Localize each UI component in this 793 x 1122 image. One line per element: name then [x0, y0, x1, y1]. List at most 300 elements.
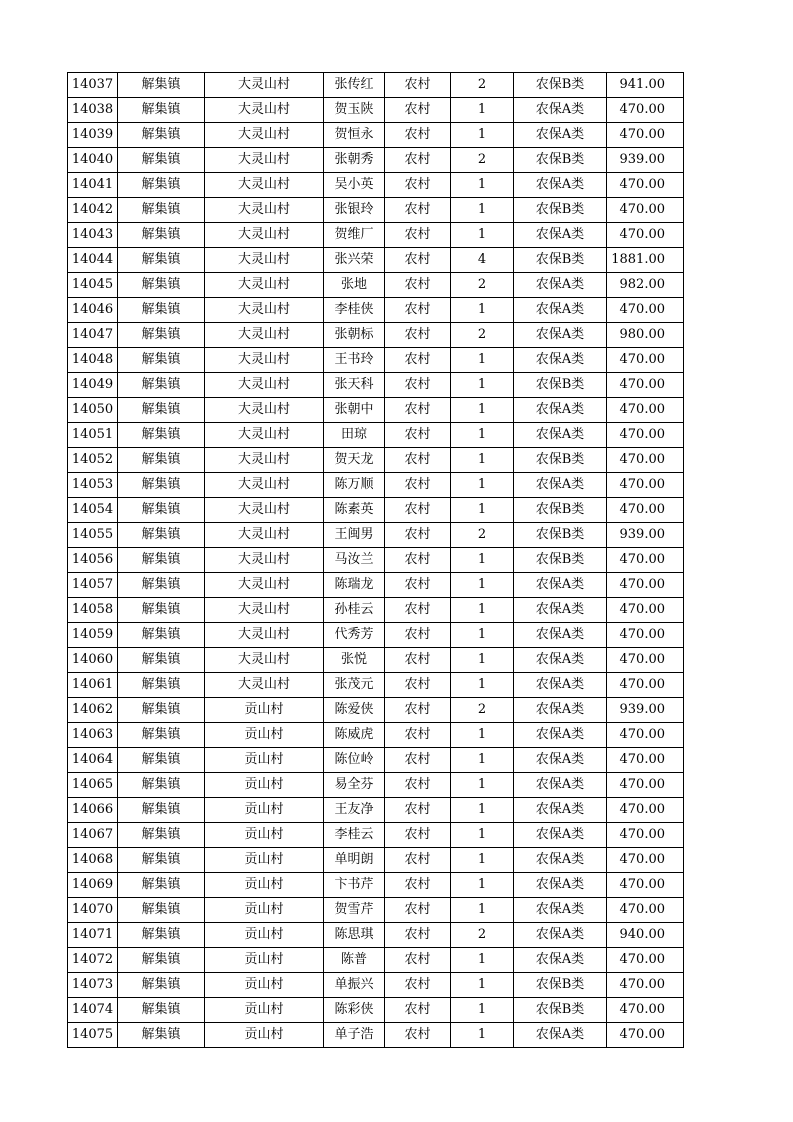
cell-person-name: 陈威虎 [324, 723, 385, 748]
cell-insurance-category: 农保A类 [514, 673, 607, 698]
cell-household-count: 1 [451, 448, 514, 473]
cell-row-id: 14071 [68, 923, 118, 948]
cell-town: 解集镇 [118, 648, 205, 673]
cell-town: 解集镇 [118, 323, 205, 348]
cell-insurance-category: 农保A类 [514, 723, 607, 748]
cell-row-id: 14068 [68, 848, 118, 873]
cell-row-id: 14062 [68, 698, 118, 723]
cell-row-id: 14038 [68, 98, 118, 123]
cell-insurance-category: 农保A类 [514, 948, 607, 973]
cell-amount: 470.00 [607, 573, 684, 598]
cell-amount: 470.00 [607, 98, 684, 123]
cell-amount: 470.00 [607, 798, 684, 823]
cell-village: 贡山村 [205, 823, 324, 848]
cell-row-id: 14053 [68, 473, 118, 498]
cell-area-type: 农村 [385, 923, 451, 948]
cell-insurance-category: 农保A类 [514, 773, 607, 798]
cell-person-name: 陈瑞龙 [324, 573, 385, 598]
cell-insurance-category: 农保A类 [514, 873, 607, 898]
cell-amount: 470.00 [607, 598, 684, 623]
cell-amount: 941.00 [607, 73, 684, 98]
cell-person-name: 贺玉陕 [324, 98, 385, 123]
cell-household-count: 1 [451, 598, 514, 623]
cell-amount: 939.00 [607, 523, 684, 548]
cell-village: 大灵山村 [205, 473, 324, 498]
cell-insurance-category: 农保A类 [514, 598, 607, 623]
cell-village: 大灵山村 [205, 348, 324, 373]
cell-amount: 470.00 [607, 748, 684, 773]
cell-town: 解集镇 [118, 598, 205, 623]
cell-insurance-category: 农保A类 [514, 273, 607, 298]
cell-row-id: 14070 [68, 898, 118, 923]
table-row [68, 298, 684, 323]
cell-village: 大灵山村 [205, 548, 324, 573]
cell-household-count: 1 [451, 373, 514, 398]
cell-insurance-category: 农保A类 [514, 123, 607, 148]
cell-person-name: 陈普 [324, 948, 385, 973]
cell-amount: 470.00 [607, 873, 684, 898]
cell-village: 大灵山村 [205, 398, 324, 423]
cell-village: 贡山村 [205, 848, 324, 873]
cell-town: 解集镇 [118, 348, 205, 373]
cell-row-id: 14048 [68, 348, 118, 373]
table-row [68, 798, 684, 823]
cell-village: 贡山村 [205, 898, 324, 923]
cell-area-type: 农村 [385, 298, 451, 323]
table-row [68, 898, 684, 923]
table-row [68, 948, 684, 973]
cell-village: 大灵山村 [205, 223, 324, 248]
cell-insurance-category: 农保B类 [514, 73, 607, 98]
cell-village: 大灵山村 [205, 573, 324, 598]
cell-town: 解集镇 [118, 223, 205, 248]
cell-person-name: 单明朗 [324, 848, 385, 873]
cell-village: 大灵山村 [205, 673, 324, 698]
cell-village: 贡山村 [205, 748, 324, 773]
cell-village: 贡山村 [205, 723, 324, 748]
cell-row-id: 14063 [68, 723, 118, 748]
cell-area-type: 农村 [385, 123, 451, 148]
cell-household-count: 1 [451, 298, 514, 323]
cell-insurance-category: 农保A类 [514, 473, 607, 498]
cell-household-count: 1 [451, 773, 514, 798]
cell-person-name: 张银玲 [324, 198, 385, 223]
cell-household-count: 2 [451, 923, 514, 948]
cell-insurance-category: 农保A类 [514, 398, 607, 423]
cell-household-count: 1 [451, 798, 514, 823]
cell-row-id: 14047 [68, 323, 118, 348]
cell-insurance-category: 农保A类 [514, 348, 607, 373]
cell-area-type: 农村 [385, 698, 451, 723]
cell-household-count: 2 [451, 148, 514, 173]
cell-insurance-category: 农保B类 [514, 548, 607, 573]
cell-person-name: 陈爱侠 [324, 698, 385, 723]
table-row [68, 198, 684, 223]
cell-household-count: 1 [451, 548, 514, 573]
cell-amount: 470.00 [607, 473, 684, 498]
cell-area-type: 农村 [385, 723, 451, 748]
cell-area-type: 农村 [385, 748, 451, 773]
cell-area-type: 农村 [385, 498, 451, 523]
cell-area-type: 农村 [385, 873, 451, 898]
cell-area-type: 农村 [385, 473, 451, 498]
cell-town: 解集镇 [118, 273, 205, 298]
cell-town: 解集镇 [118, 623, 205, 648]
cell-town: 解集镇 [118, 548, 205, 573]
cell-village: 大灵山村 [205, 623, 324, 648]
cell-insurance-category: 农保A类 [514, 98, 607, 123]
cell-row-id: 14040 [68, 148, 118, 173]
cell-insurance-category: 农保A类 [514, 848, 607, 873]
table-row [68, 1023, 684, 1048]
cell-row-id: 14052 [68, 448, 118, 473]
cell-town: 解集镇 [118, 123, 205, 148]
cell-area-type: 农村 [385, 948, 451, 973]
cell-household-count: 1 [451, 573, 514, 598]
cell-insurance-category: 农保A类 [514, 298, 607, 323]
table-body [68, 73, 684, 1048]
table-row [68, 998, 684, 1023]
cell-town: 解集镇 [118, 823, 205, 848]
cell-row-id: 14055 [68, 523, 118, 548]
cell-household-count: 1 [451, 173, 514, 198]
cell-row-id: 14060 [68, 648, 118, 673]
cell-row-id: 14051 [68, 423, 118, 448]
cell-insurance-category: 农保A类 [514, 798, 607, 823]
cell-village: 贡山村 [205, 1023, 324, 1048]
cell-area-type: 农村 [385, 348, 451, 373]
cell-town: 解集镇 [118, 73, 205, 98]
cell-town: 解集镇 [118, 898, 205, 923]
cell-insurance-category: 农保B类 [514, 998, 607, 1023]
cell-area-type: 农村 [385, 773, 451, 798]
cell-village: 大灵山村 [205, 148, 324, 173]
cell-household-count: 1 [451, 998, 514, 1023]
cell-person-name: 陈万顺 [324, 473, 385, 498]
cell-area-type: 农村 [385, 623, 451, 648]
cell-village: 大灵山村 [205, 273, 324, 298]
cell-village: 大灵山村 [205, 98, 324, 123]
cell-amount: 982.00 [607, 273, 684, 298]
cell-person-name: 贺天龙 [324, 448, 385, 473]
cell-town: 解集镇 [118, 248, 205, 273]
cell-amount: 470.00 [607, 723, 684, 748]
cell-person-name: 贺雪芹 [324, 898, 385, 923]
cell-area-type: 农村 [385, 823, 451, 848]
cell-area-type: 农村 [385, 848, 451, 873]
cell-row-id: 14044 [68, 248, 118, 273]
cell-row-id: 14072 [68, 948, 118, 973]
cell-area-type: 农村 [385, 648, 451, 673]
cell-area-type: 农村 [385, 373, 451, 398]
table-row [68, 248, 684, 273]
cell-area-type: 农村 [385, 523, 451, 548]
cell-person-name: 代秀芳 [324, 623, 385, 648]
cell-village: 大灵山村 [205, 498, 324, 523]
cell-person-name: 陈彩侠 [324, 998, 385, 1023]
table-row [68, 923, 684, 948]
cell-village: 贡山村 [205, 773, 324, 798]
cell-amount: 470.00 [607, 623, 684, 648]
cell-insurance-category: 农保B类 [514, 523, 607, 548]
cell-area-type: 农村 [385, 673, 451, 698]
cell-insurance-category: 农保A类 [514, 923, 607, 948]
cell-town: 解集镇 [118, 748, 205, 773]
table-row [68, 148, 684, 173]
cell-insurance-category: 农保A类 [514, 698, 607, 723]
table-row [68, 98, 684, 123]
cell-amount: 470.00 [607, 898, 684, 923]
cell-town: 解集镇 [118, 773, 205, 798]
cell-area-type: 农村 [385, 998, 451, 1023]
cell-household-count: 1 [451, 398, 514, 423]
cell-row-id: 14064 [68, 748, 118, 773]
table-row [68, 773, 684, 798]
cell-row-id: 14057 [68, 573, 118, 598]
cell-person-name: 孙桂云 [324, 598, 385, 623]
cell-household-count: 4 [451, 248, 514, 273]
table-row [68, 173, 684, 198]
cell-person-name: 张地 [324, 273, 385, 298]
cell-person-name: 易全芬 [324, 773, 385, 798]
cell-area-type: 农村 [385, 148, 451, 173]
cell-village: 大灵山村 [205, 373, 324, 398]
cell-row-id: 14073 [68, 973, 118, 998]
cell-town: 解集镇 [118, 198, 205, 223]
cell-amount: 470.00 [607, 848, 684, 873]
table-row [68, 423, 684, 448]
cell-person-name: 张朝秀 [324, 148, 385, 173]
cell-insurance-category: 农保A类 [514, 573, 607, 598]
cell-row-id: 14069 [68, 873, 118, 898]
cell-village: 大灵山村 [205, 248, 324, 273]
cell-amount: 470.00 [607, 173, 684, 198]
cell-village: 大灵山村 [205, 173, 324, 198]
cell-row-id: 14056 [68, 548, 118, 573]
cell-area-type: 农村 [385, 248, 451, 273]
cell-amount: 470.00 [607, 823, 684, 848]
cell-town: 解集镇 [118, 698, 205, 723]
table-row [68, 723, 684, 748]
cell-household-count: 1 [451, 748, 514, 773]
cell-household-count: 1 [451, 823, 514, 848]
cell-area-type: 农村 [385, 573, 451, 598]
cell-town: 解集镇 [118, 523, 205, 548]
cell-amount: 470.00 [607, 198, 684, 223]
cell-person-name: 单子浩 [324, 1023, 385, 1048]
cell-village: 贡山村 [205, 923, 324, 948]
cell-amount: 939.00 [607, 148, 684, 173]
table-row [68, 523, 684, 548]
cell-household-count: 1 [451, 348, 514, 373]
cell-area-type: 农村 [385, 273, 451, 298]
cell-person-name: 李桂侠 [324, 298, 385, 323]
cell-household-count: 1 [451, 973, 514, 998]
cell-insurance-category: 农保B类 [514, 148, 607, 173]
cell-town: 解集镇 [118, 973, 205, 998]
cell-insurance-category: 农保A类 [514, 823, 607, 848]
cell-area-type: 农村 [385, 223, 451, 248]
table-row [68, 748, 684, 773]
table-row [68, 348, 684, 373]
cell-household-count: 1 [451, 623, 514, 648]
cell-insurance-category: 农保A类 [514, 898, 607, 923]
cell-household-count: 1 [451, 723, 514, 748]
cell-village: 大灵山村 [205, 648, 324, 673]
cell-household-count: 2 [451, 698, 514, 723]
cell-amount: 470.00 [607, 973, 684, 998]
cell-insurance-category: 农保A类 [514, 1023, 607, 1048]
cell-insurance-category: 农保B类 [514, 498, 607, 523]
cell-person-name: 王闽男 [324, 523, 385, 548]
cell-amount: 470.00 [607, 223, 684, 248]
cell-household-count: 1 [451, 423, 514, 448]
cell-insurance-category: 农保B类 [514, 448, 607, 473]
table-row [68, 698, 684, 723]
cell-amount: 470.00 [607, 123, 684, 148]
cell-area-type: 农村 [385, 423, 451, 448]
cell-amount: 470.00 [607, 448, 684, 473]
cell-area-type: 农村 [385, 898, 451, 923]
cell-village: 大灵山村 [205, 423, 324, 448]
table-row [68, 848, 684, 873]
cell-village: 大灵山村 [205, 198, 324, 223]
cell-row-id: 14042 [68, 198, 118, 223]
cell-town: 解集镇 [118, 948, 205, 973]
cell-household-count: 1 [451, 498, 514, 523]
cell-town: 解集镇 [118, 848, 205, 873]
cell-amount: 1881.00 [607, 248, 684, 273]
cell-area-type: 农村 [385, 798, 451, 823]
cell-village: 大灵山村 [205, 448, 324, 473]
table-row [68, 673, 684, 698]
cell-person-name: 张天科 [324, 373, 385, 398]
cell-person-name: 陈位岭 [324, 748, 385, 773]
cell-town: 解集镇 [118, 98, 205, 123]
cell-town: 解集镇 [118, 723, 205, 748]
cell-town: 解集镇 [118, 448, 205, 473]
cell-row-id: 14074 [68, 998, 118, 1023]
table-row [68, 548, 684, 573]
cell-person-name: 王书玲 [324, 348, 385, 373]
cell-row-id: 14059 [68, 623, 118, 648]
cell-area-type: 农村 [385, 73, 451, 98]
cell-row-id: 14067 [68, 823, 118, 848]
cell-village: 贡山村 [205, 998, 324, 1023]
cell-amount: 470.00 [607, 773, 684, 798]
cell-village: 贡山村 [205, 798, 324, 823]
table-row [68, 973, 684, 998]
cell-insurance-category: 农保B类 [514, 373, 607, 398]
cell-row-id: 14058 [68, 598, 118, 623]
cell-row-id: 14049 [68, 373, 118, 398]
cell-village: 贡山村 [205, 973, 324, 998]
cell-row-id: 14045 [68, 273, 118, 298]
cell-area-type: 农村 [385, 173, 451, 198]
cell-person-name: 张朝中 [324, 398, 385, 423]
cell-town: 解集镇 [118, 923, 205, 948]
cell-amount: 470.00 [607, 648, 684, 673]
cell-row-id: 14046 [68, 298, 118, 323]
cell-insurance-category: 农保A类 [514, 423, 607, 448]
cell-insurance-category: 农保A类 [514, 173, 607, 198]
cell-row-id: 14054 [68, 498, 118, 523]
cell-row-id: 14066 [68, 798, 118, 823]
cell-amount: 470.00 [607, 948, 684, 973]
cell-town: 解集镇 [118, 423, 205, 448]
cell-village: 大灵山村 [205, 298, 324, 323]
table-row [68, 223, 684, 248]
cell-household-count: 1 [451, 873, 514, 898]
cell-row-id: 14061 [68, 673, 118, 698]
cell-insurance-category: 农保A类 [514, 223, 607, 248]
table-row [68, 448, 684, 473]
cell-town: 解集镇 [118, 173, 205, 198]
cell-area-type: 农村 [385, 323, 451, 348]
cell-household-count: 1 [451, 948, 514, 973]
table-row [68, 123, 684, 148]
cell-row-id: 14041 [68, 173, 118, 198]
cell-row-id: 14075 [68, 1023, 118, 1048]
cell-person-name: 王友净 [324, 798, 385, 823]
cell-person-name: 田琼 [324, 423, 385, 448]
cell-town: 解集镇 [118, 498, 205, 523]
cell-town: 解集镇 [118, 573, 205, 598]
table-row [68, 573, 684, 598]
cell-village: 大灵山村 [205, 598, 324, 623]
cell-person-name: 卞书芹 [324, 873, 385, 898]
cell-insurance-category: 农保A类 [514, 323, 607, 348]
cell-amount: 940.00 [607, 923, 684, 948]
cell-household-count: 1 [451, 473, 514, 498]
cell-amount: 470.00 [607, 348, 684, 373]
cell-area-type: 农村 [385, 973, 451, 998]
cell-insurance-category: 农保A类 [514, 748, 607, 773]
table-row [68, 823, 684, 848]
cell-person-name: 贺恒永 [324, 123, 385, 148]
cell-town: 解集镇 [118, 1023, 205, 1048]
cell-household-count: 1 [451, 198, 514, 223]
cell-person-name: 张茂元 [324, 673, 385, 698]
cell-household-count: 2 [451, 523, 514, 548]
cell-village: 大灵山村 [205, 123, 324, 148]
cell-person-name: 贺维厂 [324, 223, 385, 248]
table-row [68, 473, 684, 498]
cell-household-count: 2 [451, 273, 514, 298]
cell-insurance-category: 农保A类 [514, 623, 607, 648]
cell-person-name: 张兴荣 [324, 248, 385, 273]
cell-insurance-category: 农保B类 [514, 973, 607, 998]
table-row [68, 273, 684, 298]
cell-amount: 470.00 [607, 298, 684, 323]
cell-area-type: 农村 [385, 448, 451, 473]
table-row [68, 398, 684, 423]
cell-area-type: 农村 [385, 198, 451, 223]
cell-row-id: 14039 [68, 123, 118, 148]
cell-person-name: 张传红 [324, 73, 385, 98]
cell-amount: 470.00 [607, 398, 684, 423]
cell-row-id: 14037 [68, 73, 118, 98]
cell-area-type: 农村 [385, 398, 451, 423]
cell-insurance-category: 农保A类 [514, 648, 607, 673]
cell-town: 解集镇 [118, 798, 205, 823]
cell-area-type: 农村 [385, 1023, 451, 1048]
cell-household-count: 1 [451, 98, 514, 123]
cell-village: 大灵山村 [205, 73, 324, 98]
cell-village: 贡山村 [205, 948, 324, 973]
cell-household-count: 1 [451, 223, 514, 248]
cell-insurance-category: 农保B类 [514, 198, 607, 223]
